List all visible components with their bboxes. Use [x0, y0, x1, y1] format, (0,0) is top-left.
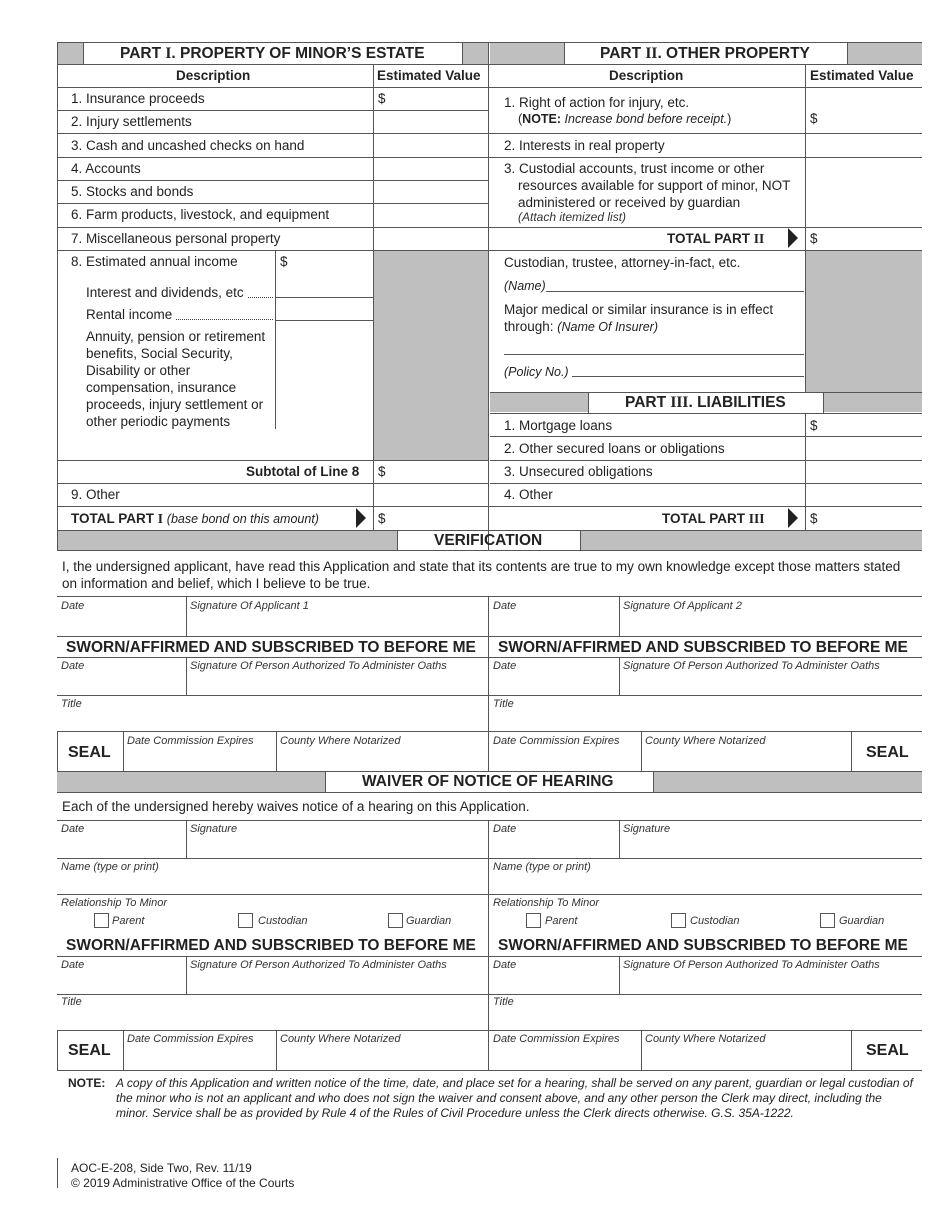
sworn-heading: SWORN/AFFIRMED AND SUBSCRIBED TO BEFORE ME: [66, 937, 476, 954]
date-label: Date: [493, 959, 517, 971]
p1-subtotal-label: Subtotal of Line 8: [246, 464, 360, 479]
p1-item-misc: 7. Miscellaneous personal property: [71, 231, 281, 246]
title-label: Title: [493, 996, 514, 1008]
applicant1-signature-label: Signature Of Applicant 1: [190, 600, 309, 612]
part1-description-header: Description: [176, 68, 251, 83]
p3-item-mortgage: 1. Mortgage loans: [504, 418, 613, 433]
p1-item-insurance: 1. Insurance proceeds: [71, 91, 205, 106]
header-shade: [490, 42, 564, 64]
part1-heading: PART I. PROPERTY OF MINOR’S ESTATE: [120, 45, 425, 62]
shaded-cell: [373, 251, 488, 460]
title-label: Title: [61, 698, 82, 710]
sworn-heading: SWORN/AFFIRMED AND SUBSCRIBED TO BEFORE ME: [498, 639, 908, 656]
p2-item1-note: (NOTE: Increase bond before receipt.): [518, 112, 732, 126]
p1-income-annuity: Annuity, pension or retirement benefits, Social Security, Disability or other compensation, insurance proceeds, injury settlement or other periodic payments: [86, 329, 266, 429]
oath-signature-label: Signature Of Person Authorized To Administer Oaths: [190, 959, 447, 971]
commission-expires-label: Date Commission Expires: [127, 735, 254, 747]
part1-value-header: Estimated Value: [377, 68, 481, 83]
arrow-icon: [356, 508, 366, 528]
p1-item-income: 8. Estimated annual income: [71, 254, 238, 269]
p2-item-right-of-action: 1. Right of action for injury, etc.: [504, 95, 690, 110]
county-notarized-label: County Where Notarized: [645, 1033, 766, 1045]
p2-name-label: (Name): [504, 279, 546, 293]
seal-label: SEAL: [866, 1042, 909, 1059]
parent-checkbox[interactable]: [526, 913, 541, 928]
header-shade: [57, 771, 325, 792]
p1-item-injury: 2. Injury settlements: [71, 114, 192, 129]
county-notarized-label: County Where Notarized: [280, 735, 401, 747]
sworn-heading: SWORN/AFFIRMED AND SUBSCRIBED TO BEFORE ME: [66, 639, 476, 656]
shaded-cell: [805, 251, 922, 392]
dollar-sign: $: [810, 418, 818, 433]
seal-label: SEAL: [68, 744, 111, 761]
parent-checkbox[interactable]: [94, 913, 109, 928]
header-shade: [847, 42, 922, 64]
policy-line[interactable]: [572, 376, 804, 377]
commission-expires-label: Date Commission Expires: [127, 1033, 254, 1045]
p3-item-unsecured: 3. Unsecured obligations: [504, 464, 653, 479]
dollar-sign: $: [810, 231, 818, 246]
oath-signature-label: Signature Of Person Authorized To Administer Oaths: [623, 660, 880, 672]
county-notarized-label: County Where Notarized: [280, 1033, 401, 1045]
sworn-heading: SWORN/AFFIRMED AND SUBSCRIBED TO BEFORE ME: [498, 937, 908, 954]
p3-item-other: 4. Other: [504, 487, 553, 502]
p2-custodian-label: Custodian, trustee, attorney-in-fact, etc.: [504, 255, 741, 270]
header-shade: [57, 531, 397, 550]
insurer-line[interactable]: [504, 354, 804, 355]
dollar-sign: $: [378, 511, 386, 526]
part2-description-header: Description: [609, 68, 684, 83]
signature-label: Signature: [190, 823, 238, 835]
date-label: Date: [493, 823, 517, 835]
title-label: Title: [61, 996, 82, 1008]
header-shade: [580, 531, 922, 550]
seal-label: SEAL: [68, 1042, 111, 1059]
p1-item-accounts: 4. Accounts: [71, 161, 141, 176]
part2-value-header: Estimated Value: [810, 68, 914, 83]
date-label: Date: [493, 600, 517, 612]
service-note: NOTE: A copy of this Application and written notice of the time, date, and place set for a hearing, shall be served on any parent, guardian or legal custodian of the minor who is not an applicant and who does not sign the waiver and consent above, and any other person the Clerk may direct, including the minor. Service shall be as provided by Rule 4 of the Rules of Civil Procedure unless the Clerk directs otherwise. G.S. 35A-1222.: [68, 1076, 913, 1120]
header-shade: [823, 392, 922, 412]
verification-statement: I, the undersigned applicant, have read this Application and state that its contents are true to my own knowledge except those matters stated on information and belief, which I believe to be true.: [62, 559, 901, 591]
date-label: Date: [61, 959, 85, 971]
custodian-checkbox[interactable]: [671, 913, 686, 928]
guardian-checkbox[interactable]: [388, 913, 403, 928]
p2-policy-label: (Policy No.): [504, 365, 569, 379]
signature-label: Signature: [623, 823, 671, 835]
relationship-label: Relationship To Minor: [493, 897, 599, 909]
p1-income-interest: Interest and dividends, etc: [86, 285, 244, 300]
custodian-option-label: Custodian: [258, 915, 308, 927]
p3-total-label: TOTAL PART III: [662, 511, 765, 526]
oath-signature-label: Signature Of Person Authorized To Administer Oaths: [190, 660, 447, 672]
p1-total-label: TOTAL PART I (base bond on this amount): [71, 511, 319, 526]
p2-total-label: TOTAL PART II: [667, 231, 765, 246]
arrow-icon: [788, 228, 798, 248]
commission-expires-label: Date Commission Expires: [493, 735, 620, 747]
p1-item-other: 9. Other: [71, 487, 120, 502]
date-label: Date: [61, 823, 85, 835]
guardian-option-label: Guardian: [406, 915, 452, 927]
parent-option-label: Parent: [112, 915, 145, 927]
oath-signature-label: Signature Of Person Authorized To Administer Oaths: [623, 959, 880, 971]
parent-option-label: Parent: [545, 915, 578, 927]
header-shade: [490, 392, 588, 412]
p2-insurer-label: through: (Name Of Insurer): [504, 319, 659, 334]
part3-heading: PART III. LIABILITIES: [625, 394, 786, 411]
part2-heading: PART II. OTHER PROPERTY: [600, 45, 810, 62]
waiver-heading: WAIVER OF NOTICE OF HEARING: [362, 773, 614, 790]
p2-item-real-property: 2. Interests in real property: [504, 138, 665, 153]
p1-income-rental: Rental income: [86, 307, 173, 322]
arrow-icon: [788, 508, 798, 528]
date-label: Date: [61, 660, 85, 672]
applicant2-signature-label: Signature Of Applicant 2: [623, 600, 742, 612]
county-notarized-label: County Where Notarized: [645, 735, 766, 747]
title-label: Title: [493, 698, 514, 710]
form-id: AOC-E-208, Side Two, Rev. 11/19: [71, 1161, 252, 1175]
name-print-label: Name (type or print): [493, 861, 591, 873]
commission-expires-label: Date Commission Expires: [493, 1033, 620, 1045]
custodian-checkbox[interactable]: [238, 913, 253, 928]
guardian-option-label: Guardian: [839, 915, 885, 927]
name-print-label: Name (type or print): [61, 861, 159, 873]
date-label: Date: [493, 660, 517, 672]
header-shade: [462, 42, 488, 64]
dollar-sign: $: [378, 464, 386, 479]
dollar-sign: $: [810, 511, 818, 526]
dollar-sign: $: [378, 91, 386, 106]
name-line[interactable]: [546, 291, 804, 292]
p2-insurance-label: Major medical or similar insurance is in effect: [504, 302, 774, 317]
p3-item-secured: 2. Other secured loans or obligations: [504, 441, 725, 456]
p1-item-cash: 3. Cash and uncashed checks on hand: [71, 138, 305, 153]
header-shade: [57, 42, 83, 64]
dollar-sign: $: [280, 254, 288, 269]
relationship-label: Relationship To Minor: [61, 897, 167, 909]
p2-item-custodial: 3. Custodial accounts, trust income or other resources available for support of minor, NOT administered or received by guardian: [504, 161, 791, 210]
custodian-option-label: Custodian: [690, 915, 740, 927]
header-shade: [653, 771, 922, 792]
guardian-checkbox[interactable]: [820, 913, 835, 928]
p2-item3-note: (Attach itemized list): [518, 210, 627, 224]
dollar-sign: $: [810, 111, 818, 126]
waiver-statement: Each of the undersigned hereby waives notice of a hearing on this Application.: [62, 799, 530, 814]
p1-item-farm: 6. Farm products, livestock, and equipment: [71, 207, 330, 222]
seal-label: SEAL: [866, 744, 909, 761]
p1-item-stocks: 5. Stocks and bonds: [71, 184, 194, 199]
verification-heading: VERIFICATION: [434, 532, 543, 549]
copyright: © 2019 Administrative Office of the Courts: [71, 1176, 295, 1190]
date-label: Date: [61, 600, 85, 612]
